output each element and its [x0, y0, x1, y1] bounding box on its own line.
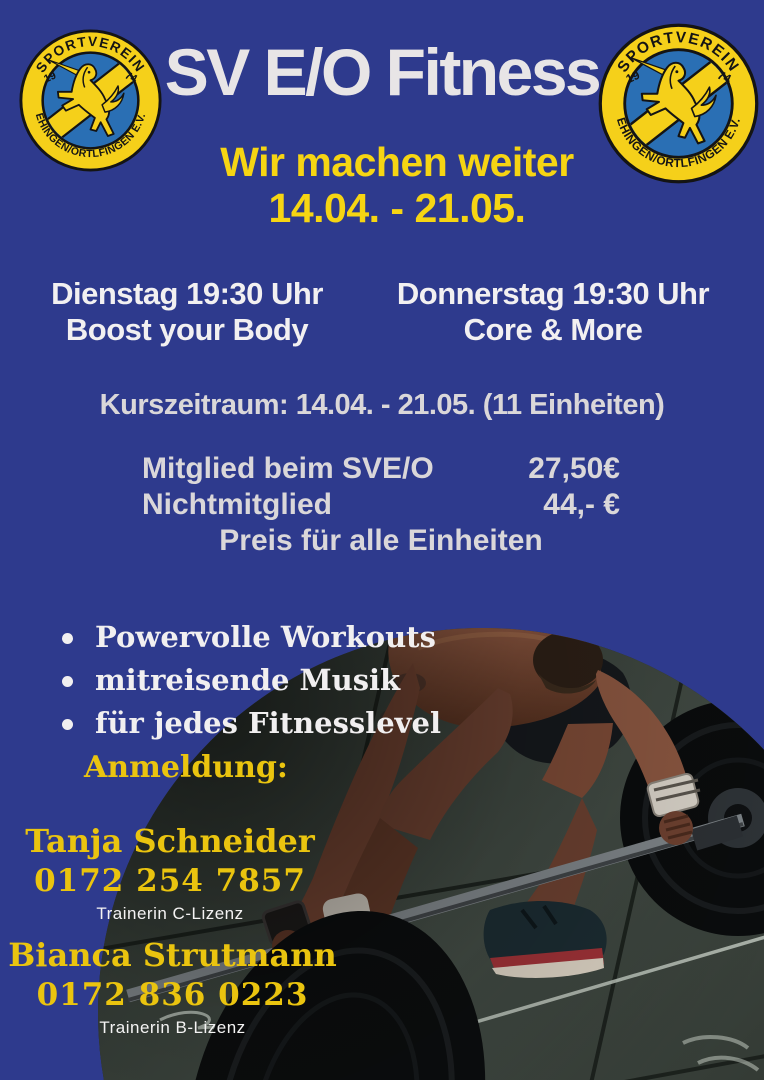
contact-card-tanja: [10, 822, 330, 924]
pricing-note: Preis für alle Einheiten: [219, 524, 543, 557]
schedule-thursday: [368, 276, 738, 348]
campaign-line1: Wir machen weiter: [220, 139, 574, 185]
campaign-line2: 14.04. - 21.05.: [268, 184, 526, 231]
trainer-license: Trainerin C-Lizenz: [96, 903, 244, 923]
schedule-thursday-time: Donnerstag 19:30 Uhr: [396, 276, 710, 311]
club-logo-left: [18, 28, 163, 173]
trainer-phone: 0172 836 0223: [36, 977, 309, 1014]
trainer-phone: 0172 254 7857: [34, 863, 306, 900]
trainer-name: Bianca Strutmann: [8, 936, 337, 974]
registration-heading: Anmeldung:: [84, 750, 288, 785]
feature-label: Powervolle Workouts: [95, 620, 436, 654]
list-item: [62, 706, 441, 740]
page-title: SV E/O Fitness: [164, 35, 600, 109]
feature-label: mitreisende Musik: [95, 663, 401, 697]
club-logo-right: [597, 22, 760, 185]
pricing-member-price: 27,50€: [528, 452, 620, 485]
bullet-icon: [62, 633, 73, 644]
trainer-name: Tanja Schneider: [25, 822, 315, 860]
list-item: [62, 620, 441, 654]
schedule-thursday-course: Core & More: [463, 311, 643, 347]
pricing-row-member: [142, 452, 620, 485]
bullet-icon: [62, 719, 73, 730]
features-list: [62, 620, 441, 749]
pricing-member-label: Mitglied beim SVE/O: [142, 452, 434, 485]
feature-label: für jedes Fitnesslevel: [95, 706, 442, 740]
schedule-tuesday-time: Dienstag 19:30 Uhr: [51, 276, 323, 311]
pricing-nonmember-label: Nichtmitglied: [142, 488, 333, 521]
pricing-table: [142, 452, 620, 557]
trainer-license: Trainerin B-Lizenz: [99, 1017, 246, 1037]
course-period: Kurszeitraum: 14.04. - 21.05. (11 Einheiten): [99, 389, 665, 421]
schedule-tuesday-course: Boost your Body: [65, 311, 309, 347]
schedule-tuesday: [12, 276, 362, 348]
pricing-nonmember-price: 44,- €: [543, 488, 620, 521]
list-item: [62, 663, 441, 697]
contact-card-bianca: [0, 936, 345, 1038]
pricing-row-nonmember: [142, 488, 620, 521]
bullet-icon: [62, 676, 73, 687]
